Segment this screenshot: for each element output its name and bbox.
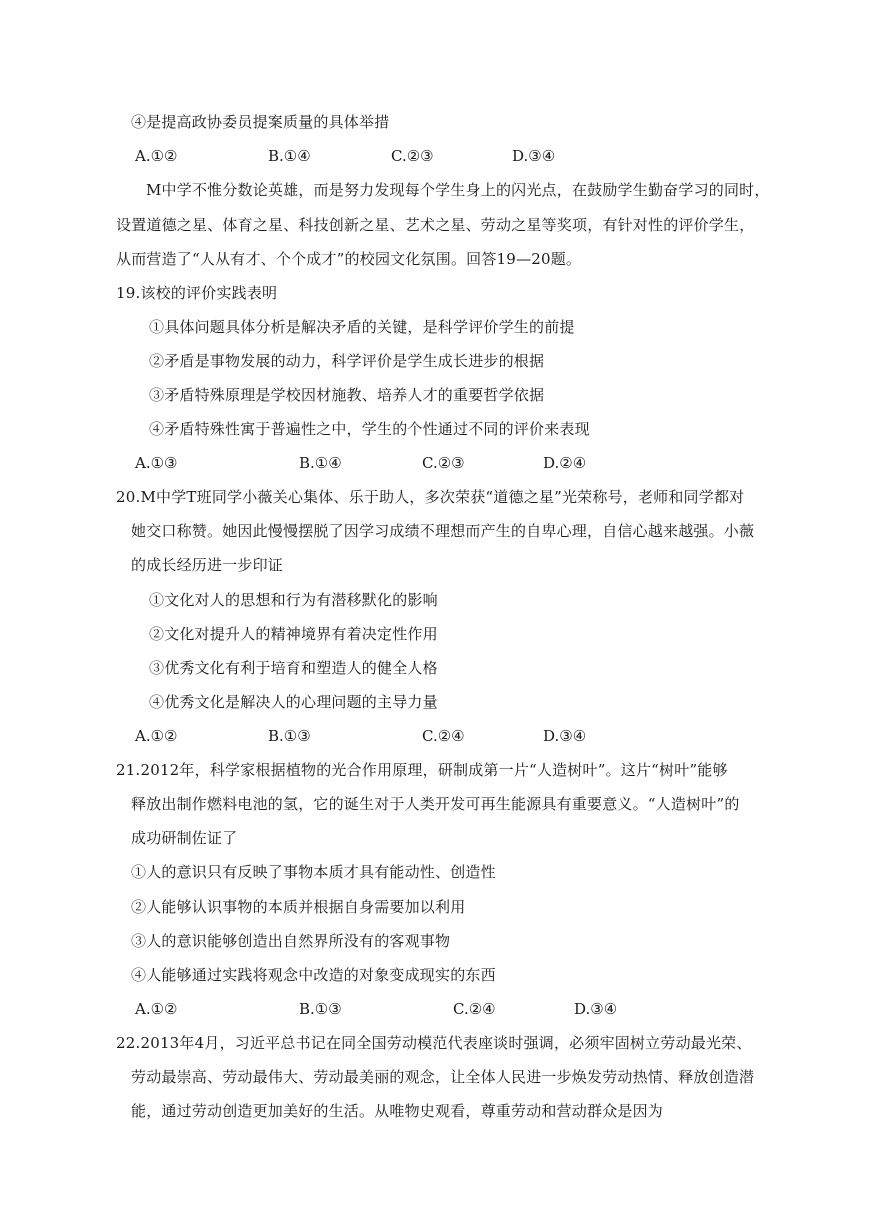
q20-statement-3: ③优秀文化有利于培育和塑造人的健全人格: [149, 659, 438, 677]
q19-option-a: A.①③: [135, 454, 178, 472]
q18-option-b: B.①④: [268, 147, 311, 165]
q19-statement-3: ③矛盾特殊原理是学校因材施教、培养人才的重要哲学依据: [149, 386, 545, 404]
q20-stem-line-1: 20.M中学T班同学小薇关心集体、乐于助人，多次荣获“道德之星”光荣称号，老师和同学都对: [116, 488, 745, 506]
q19-option-b: B.①④: [299, 454, 342, 472]
q20-stem-line-2: 她交口称赞。她因此慢慢摆脱了因学习成绩不理想而产生的自卑心理，自信心越来越强。小薇: [131, 522, 755, 540]
q20-statement-1: ①文化对人的思想和行为有潜移默化的影响: [149, 591, 438, 609]
passage-line-2: 设置道德之星、体育之星、科技创新之星、艺术之星、劳动之星等奖项，有针对性的评价学生，: [116, 216, 755, 234]
q19-stem: 19.该校的评价实践表明: [116, 284, 278, 302]
q20-option-b: B.①③: [268, 727, 311, 745]
passage-line-3: 从而营造了“人从有才、个个成才”的校园文化氛围。回答19—20题。: [116, 250, 582, 268]
q21-statement-4: ④人能够通过实践将观念中改造的对象变成现实的东西: [131, 966, 496, 984]
q21-statement-3: ③人的意识能够创造出自然界所没有的客观事物: [131, 932, 451, 950]
q20-option-a: A.①②: [135, 727, 178, 745]
q20-statement-2: ②文化对提升人的精神境界有着决定性作用: [149, 625, 438, 643]
q21-stem-line-3: 成功研制佐证了: [131, 829, 238, 847]
q20-option-d: D.③④: [543, 727, 587, 745]
q22-stem-line-2: 劳动最崇高、劳动最伟大、劳动最美丽的观念，让全体人民进一步焕发劳动热情、释放创造潜: [131, 1068, 755, 1086]
passage-line-1: M中学不惟分数论英雄，而是努力发现每个学生身上的闪光点，在鼓励学生勤奋学习的同时，: [146, 181, 770, 199]
q18-option-c: C.②③: [391, 147, 434, 165]
q22-stem-line-3: 能，通过劳动创造更加美好的生活。从唯物史观看，尊重劳动和营动群众是因为: [131, 1102, 664, 1120]
q21-option-a: A.①②: [135, 1000, 178, 1018]
q21-stem-line-1: 21.2012年，科学家根据植物的光合作用原理，研制成第一片“人造树叶”。这片“树叶”能够: [116, 761, 728, 779]
q21-stem-line-2: 释放出制作燃料电池的氢，它的诞生对于人类开发可再生能源具有重要意义。“人造树叶”的: [131, 795, 740, 813]
q21-option-d: D.③④: [574, 1000, 618, 1018]
q21-statement-2: ②人能够认识事物的本质并根据自身需要加以利用: [131, 898, 466, 916]
q20-option-c: C.②④: [422, 727, 465, 745]
q18-option-a: A.①②: [135, 147, 178, 165]
q19-option-d: D.②④: [543, 454, 587, 472]
q21-option-b: B.①③: [299, 1000, 342, 1018]
q21-option-c: C.②④: [453, 1000, 496, 1018]
q18-statement-4: ④是提高政协委员提案质量的具体举措: [131, 113, 390, 131]
q21-statement-1: ①人的意识只有反映了事物本质才具有能动性、创造性: [131, 863, 496, 881]
q19-statement-1: ①具体问题具体分析是解决矛盾的关键，是科学评价学生的前提: [149, 318, 575, 336]
q19-option-c: C.②③: [422, 454, 465, 472]
q19-statement-2: ②矛盾是事物发展的动力，科学评价是学生成长进步的根据: [149, 352, 545, 370]
q20-statement-4: ④优秀文化是解决人的心理问题的主导力量: [149, 693, 438, 711]
q19-statement-4: ④矛盾特殊性寓于普遍性之中，学生的个性通过不同的评价来表现: [149, 420, 590, 438]
q22-stem-line-1: 22.2013年4月，习近平总书记在同全国劳动模范代表座谈时强调，必须牢固树立劳动最光荣、: [116, 1034, 752, 1052]
q18-option-d: D.③④: [512, 147, 556, 165]
q20-stem-line-3: 的成长经历进一步印证: [131, 556, 284, 574]
